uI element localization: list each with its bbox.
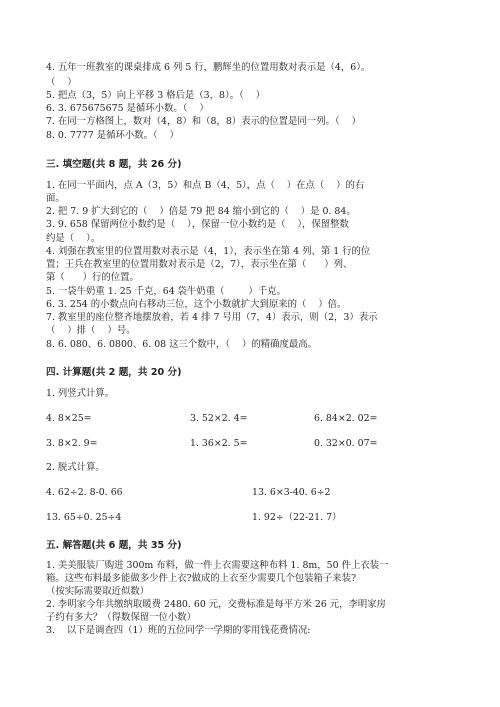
fill-line-11: 7. 教室里的座位整齐地摆放着，若 4 排 7 号用（7，4）表示，则（2，3）表示 bbox=[46, 312, 378, 323]
fill-line-3: 2. 把 7. 9 扩大到它的（ ）倍是 79 把 84 缩小到它的（ ）是 0. 84。 bbox=[46, 206, 356, 217]
calc-1-2: 3. 52×2. 4= bbox=[190, 413, 248, 424]
fill-line-10: 6. 3. 254 的小数点向右移动三位，这个小数就扩大到原来的（ ）倍。 bbox=[46, 299, 347, 310]
calc-2-1: 3. 8×2. 9= bbox=[46, 438, 98, 449]
solve-line-1: 1. 美美服装厂购进 300m 布料，做一件上衣需要这种布料 1. 8m，50 件上衣装一 bbox=[46, 560, 389, 571]
solve-line-4: 2. 李明家今年共缴纳取暖费 2480. 60 元，交费标准是每平方米 26 元，李明家房 bbox=[46, 599, 387, 610]
fill-line-9: 5. 一袋牛奶重 1. 25 千克，64 袋牛奶重（ ）千克。 bbox=[46, 286, 286, 297]
fill-line-1: 1. 在同一平面内，点 A（3，5）和点 B（4，5），点（ ）在点（ ）的右 bbox=[46, 180, 365, 191]
section-5-heading: 五. 解答题(共 6 题，共 35 分) bbox=[46, 540, 182, 551]
fill-line-5: 约是（ ）。 bbox=[46, 233, 101, 244]
fill-line-12: （ ）排（ ）号。 bbox=[46, 325, 136, 336]
calc-1-1: 4. 8×25= bbox=[46, 413, 92, 424]
fill-line-4: 3. 9. 658 保留两位小数约是（ ），保留一位小数约是（ ），保留整数 bbox=[46, 219, 349, 230]
fill-line-2: 面。 bbox=[46, 193, 65, 204]
calc-2-3: 0. 32×0. 07= bbox=[314, 438, 378, 449]
solve-line-2: 箱。这些布料最多能做多少件上衣?做成的上衣至少需要几个包装箱子来装? bbox=[46, 573, 357, 584]
calc-sub-2: 2. 脱式计算。 bbox=[46, 462, 105, 473]
calc-2-2: 1. 36×2. 5= bbox=[190, 438, 248, 449]
fill-line-7: 置；王兵在教室里的位置用数对表示是（2，7），表示坐在第（ ）列、 bbox=[46, 259, 353, 270]
judge-item-6: 6. 3. 675675675 是循环小数。（ ） bbox=[46, 103, 209, 114]
section-4-heading: 四. 计算题(共 2 题，共 20 分) bbox=[46, 367, 182, 378]
calc-4-2: 1. 92÷（22-21. 7） bbox=[252, 512, 342, 523]
fill-line-13: 8. 6. 080、6. 0800、6. 08 这三个数中，（ ）的精确度最高。 bbox=[46, 339, 317, 350]
calc-1-3: 6. 84×2. 02= bbox=[314, 413, 378, 424]
solve-line-5: 子约有多大？（得数保留一位小数） bbox=[46, 612, 197, 623]
calc-3-2: 13. 6×3-40. 6÷2 bbox=[252, 487, 331, 498]
judge-item-7: 7. 在同一方格图上，数对（4，8）和（8，8）表示的位置是同一列。（ ） bbox=[46, 116, 361, 127]
fill-line-6: 4. 刘强在教室里的位置用数对表示是（4，1），表示坐在第 4 列、第 1 行的位 bbox=[46, 246, 371, 257]
calc-4-1: 13. 65÷0. 25÷4 bbox=[46, 512, 122, 523]
judge-item-8: 8. 0. 7777 是循环小数。（ ） bbox=[46, 130, 179, 141]
judge-item-4: 4. 五年一班教室的课桌排成 6 列 5 行，鹏辉坐的位置用数对表示是（4，6）。 bbox=[46, 62, 371, 73]
solve-line-6: 3. 以下是调查四（1）班的五位同学一学期的零用钱花费情况: bbox=[46, 625, 311, 636]
fill-line-8: 第（ ）行的位置。 bbox=[46, 272, 139, 283]
calc-3-1: 4. 62÷2. 8-0. 66 bbox=[46, 487, 123, 498]
calc-sub-1: 1. 列竖式计算。 bbox=[46, 388, 115, 399]
solve-line-3: （按实际需要取近似数） bbox=[46, 586, 150, 597]
judge-item-5: 5. 把点（3，5）向上平移 3 格后是（3，8）。（ ） bbox=[46, 90, 265, 101]
judge-item-4-answer: （ ） bbox=[46, 77, 77, 88]
section-3-heading: 三. 填空题(共 8 题，共 26 分) bbox=[46, 159, 182, 170]
